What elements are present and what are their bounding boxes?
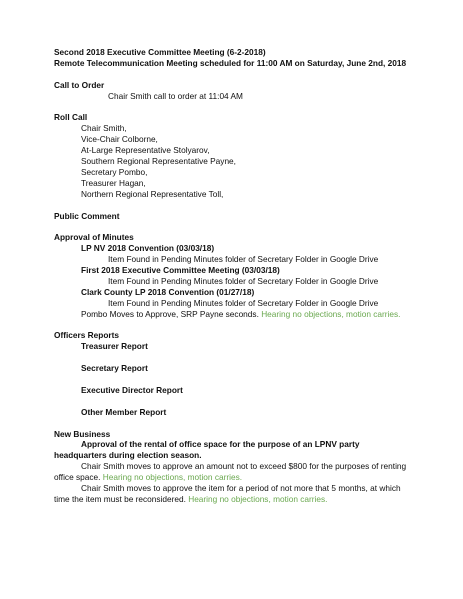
report-item-executive-director: Executive Director Report xyxy=(81,384,183,395)
document-subtitle: Remote Telecommunication Meeting scheduled for 11:00 AM on Saturday, June 2nd, 2018 xyxy=(54,57,407,68)
roll-call-member: Secretary Pombo, xyxy=(81,166,148,177)
report-item-other-member: Other Member Report xyxy=(81,406,167,417)
minutes-item-note: Item Found in Pending Minutes folder of Secretary Folder in Google Drive xyxy=(108,254,379,265)
roll-call-member: Vice-Chair Colborne, xyxy=(81,134,158,145)
roll-call-member: Northern Regional Representative Toll, xyxy=(81,188,224,199)
document-title: Second 2018 Executive Committee Meeting (6-2-2018) xyxy=(54,47,266,57)
new-business-heading: New Business xyxy=(54,428,111,439)
motion-1-text: Chair Smith moves to approve an amount not to exceed $800 for the purposes of renting office space. xyxy=(54,461,407,483)
motion-1-result: Hearing no objections, motion carries. xyxy=(102,472,243,483)
minutes-item-note: Item Found in Pending Minutes folder of Secretary Folder in Google Drive xyxy=(108,275,379,286)
roll-call-member: Southern Regional Representative Payne, xyxy=(81,156,236,167)
call-to-order-text: Chair Smith call to order at 11:04 AM xyxy=(108,90,243,101)
minutes-motion: Pombo Moves to Approve, SRP Payne seconds. xyxy=(81,308,259,319)
minutes-content xyxy=(54,47,414,505)
report-item-secretary: Secretary Report xyxy=(81,363,148,374)
minutes-item-title: Clark County LP 2018 Convention (01/27/18) xyxy=(81,286,255,297)
roll-call-member: At-Large Representative Stolyarov, xyxy=(81,145,210,156)
minutes-item-note: Item Found in Pending Minutes folder of Secretary Folder in Google Drive xyxy=(108,297,379,308)
roll-call-heading: Roll Call xyxy=(54,112,88,123)
minutes-motion-result: Hearing no objections, motion carries. xyxy=(261,308,401,319)
approval-of-minutes-heading: Approval of Minutes xyxy=(54,232,134,243)
motion-2-text: Chair Smith moves to approve the item for a period of not more that 5 months, at which time the item must be reconsidered. xyxy=(54,483,401,505)
minutes-item-title: First 2018 Executive Committee Meeting (03/03/18) xyxy=(81,265,280,276)
new-business-motion-1 xyxy=(54,461,414,483)
officers-reports-heading: Officers Reports xyxy=(54,330,120,341)
roll-call-member: Chair Smith, xyxy=(81,123,127,134)
call-to-order-heading: Call to Order xyxy=(54,79,105,90)
report-item-treasurer: Treasurer Report xyxy=(81,341,148,352)
new-business-motion-2 xyxy=(54,483,414,505)
roll-call-member: Treasurer Hagan, xyxy=(81,177,146,188)
motion-2-result: Hearing no objections, motion carries. xyxy=(188,494,328,505)
minutes-item-title: LP NV 2018 Convention (03/03/18) xyxy=(81,243,215,254)
new-business-item-title: Approval of the rental of office space for the purpose of an LPNV party headquarters during election season. xyxy=(54,439,360,461)
public-comment-heading: Public Comment xyxy=(54,210,120,221)
minutes-motion-line xyxy=(54,309,414,320)
